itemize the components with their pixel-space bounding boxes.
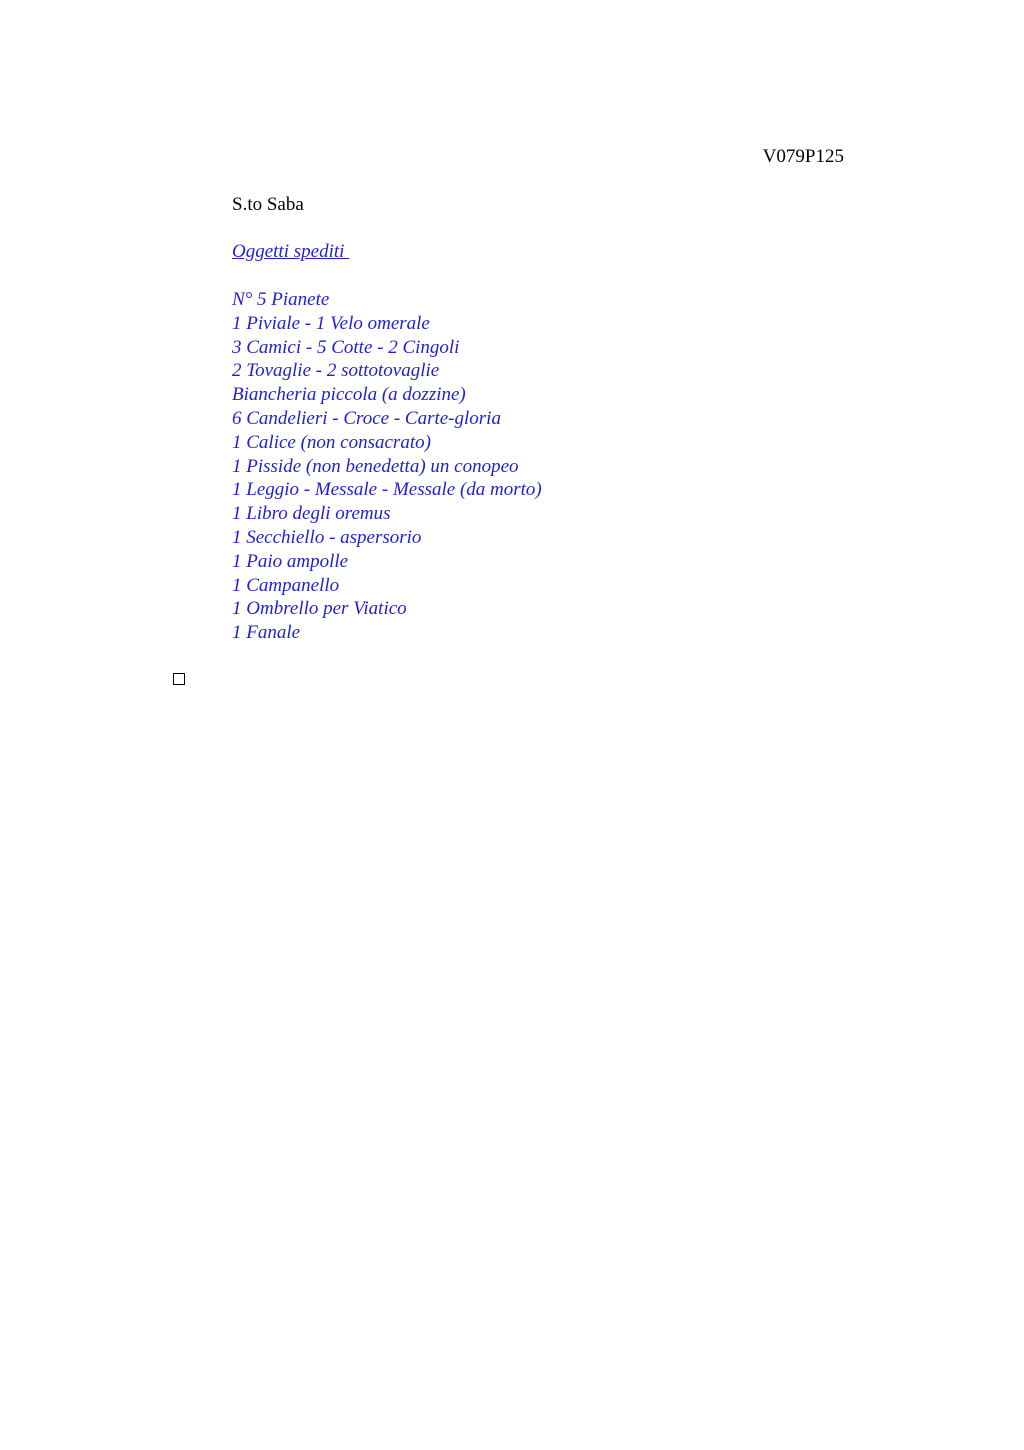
section-title: Oggetti spediti xyxy=(232,241,350,262)
list-item: 2 Tovaglie - 2 sottotovaglie xyxy=(232,360,440,382)
list-item: 1 Libro degli oremus xyxy=(232,503,391,525)
list-item: 1 Paio ampolle xyxy=(232,550,349,572)
list-item: 1 Pisside (non benedetta) un conopeo xyxy=(232,455,519,477)
list-item: 1 Calice (non consacrato) xyxy=(232,431,431,453)
list-item: 1 Piviale - 1 Velo omerale xyxy=(232,312,430,334)
list-item: 1 Campanello xyxy=(232,574,340,596)
document-body xyxy=(232,193,872,645)
list-item: 1 Leggio - Messale - Messale (da morto) xyxy=(232,479,542,501)
document-heading: S.to Saba xyxy=(232,194,304,215)
list-item: 6 Candelieri - Croce - Carte-gloria xyxy=(232,407,501,429)
list-item: 1 Ombrello per Viatico xyxy=(232,598,407,620)
list-item: 3 Camici - 5 Cotte - 2 Cingoli xyxy=(232,336,460,358)
page-reference-code: V079P125 xyxy=(762,146,844,167)
items-list xyxy=(232,288,872,645)
empty-square-icon xyxy=(173,673,185,685)
list-item: 1 Secchiello - aspersorio xyxy=(232,526,422,548)
list-item: Biancheria piccola (a dozzine) xyxy=(232,384,466,406)
list-item: 1 Fanale xyxy=(232,622,301,644)
list-item: N° 5 Pianete xyxy=(232,289,330,310)
